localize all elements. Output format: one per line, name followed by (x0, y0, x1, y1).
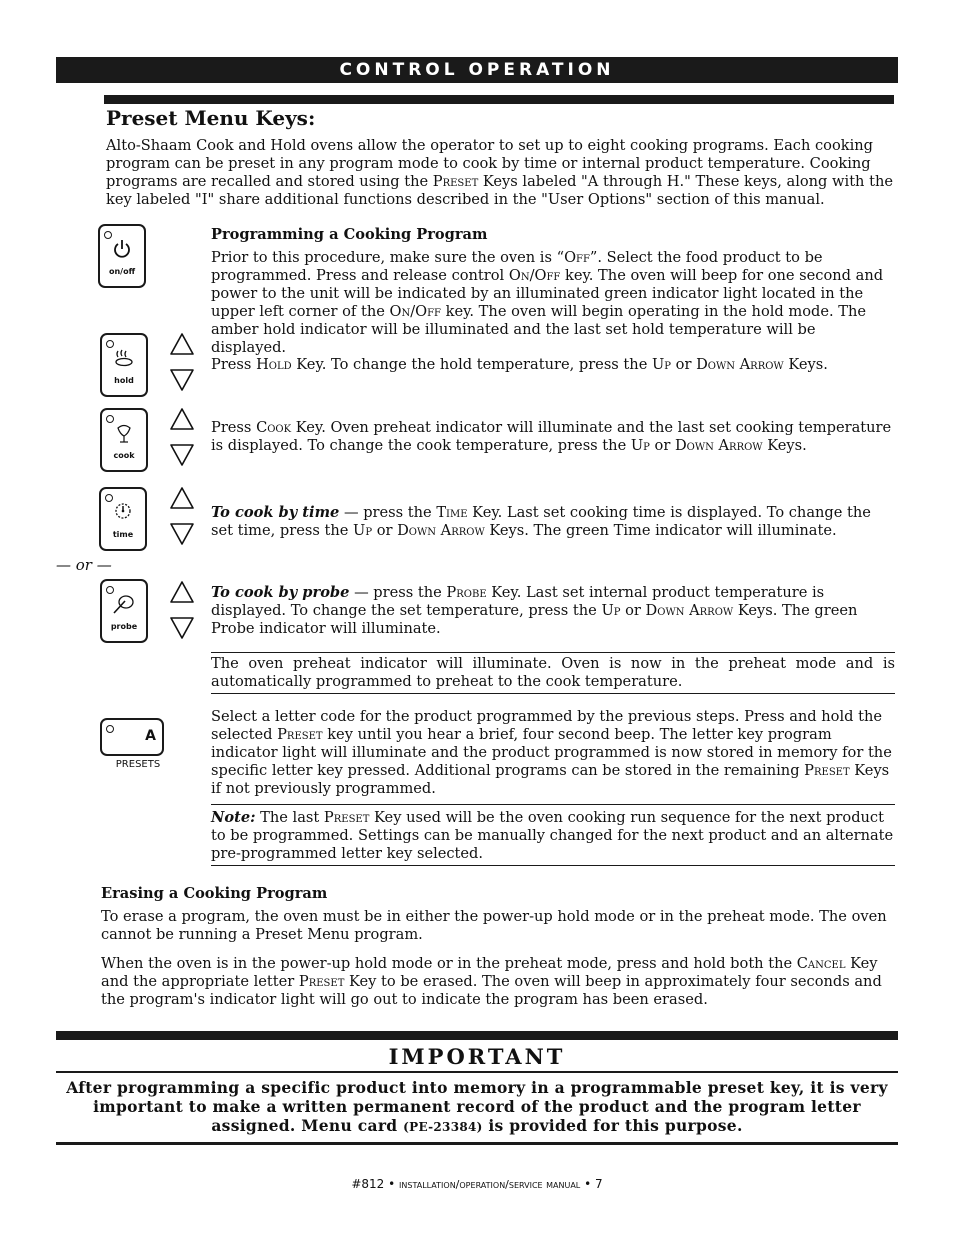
section-header-bar (56, 57, 898, 83)
preset-letter: A (145, 728, 156, 744)
important-rule (56, 1071, 898, 1073)
down-arrow-icon[interactable] (169, 443, 195, 467)
power-icon (112, 238, 132, 260)
up-arrow-icon[interactable] (169, 486, 195, 510)
cook-key[interactable] (100, 408, 148, 472)
programming-step-time: To cook by time — press the Time Key. Last set cooking time is displayed. To change the set time, press the Up or Down Arrow Keys. The green Time indicator will illuminate. (211, 504, 871, 539)
divider (211, 693, 895, 694)
title-rule (104, 95, 894, 104)
divider (211, 865, 895, 866)
time-label: time (112, 530, 134, 539)
important-text: After programming a specific product into memory in a programmable preset key, it is very important to make a written permanent record of the product and the program letter assigned. Menu card (PE-23384) is provided for this purpose. (66, 1078, 888, 1135)
hold-key[interactable] (100, 333, 148, 397)
indicator-light (106, 415, 114, 423)
probe-label: probe (110, 622, 138, 631)
intro-paragraph: Alto-Shaam Cook and Hold ovens allow the operator to set up to eight cooking programs. Each cooking program can be preset in any program mode to cook by time or internal product temperature. Cooking programs are recalled and stored using the Preset Keys labeled "A through H." These keys, along with the key labeled "I" share additional functions described in the "User Options" section of this manual. (106, 137, 893, 208)
page-footer: #812 • installation/operation/service manual • 7 (351, 1177, 603, 1191)
divider (211, 804, 895, 805)
indicator-light (105, 494, 113, 502)
on-off-key[interactable] (98, 224, 146, 288)
up-arrow-icon[interactable] (169, 580, 195, 604)
or-label: — or — (56, 556, 112, 574)
up-arrow-icon[interactable] (169, 332, 195, 356)
down-arrow-icon[interactable] (169, 616, 195, 640)
divider (211, 652, 895, 653)
page-title: Preset Menu Keys: (106, 106, 316, 130)
programming-step-hold: Press Hold Key. To change the hold temperature, press the Up or Down Arrow Keys. (211, 356, 828, 373)
important-bottom-rule (56, 1142, 898, 1145)
preheat-paragraph: The oven preheat indicator will illuminate. Oven is now in the preheat mode and is automatically programmed to preheat to the cook temperature. (211, 655, 895, 690)
header-title: CONTROL OPERATION (339, 60, 615, 80)
important-top-bar (56, 1031, 898, 1040)
programming-step-1: Prior to this procedure, make sure the oven is “Off”. Select the food product to be programmed. Press and release control On/Off key. The oven will beep for one second and power to the unit will be indicated by an illuminated green indicator light located in the upper left corner of the On/Off key. The oven will begin operating in the hold mode. The amber hold indicator will be illuminated and the last set hold temperature will be displayed. (211, 249, 884, 356)
erasing-heading: Erasing a Cooking Program (101, 885, 328, 902)
down-arrow-icon[interactable] (169, 368, 195, 392)
erasing-paragraph-2: When the oven is in the power-up hold mode or in the preheat mode, press and hold both the Cancel Key and the appropriate letter Preset Key to be erased. The oven will beep in approximately four seconds and the program's indicator light will go out to indicate the program has been erased. (101, 955, 882, 1008)
programming-step-preset: Select a letter code for the product programmed by the previous steps. Press and hold the selected Preset key until you hear a brief, four second beep. The letter key program indicator light will illuminate and the product programmed is now stored in memory for the specific letter key pressed. Additional programs can be stored in the remaining Preset Keys if not previously programmed. (211, 708, 892, 797)
probe-key[interactable] (100, 579, 148, 643)
note-paragraph: Note: The last Preset Key used will be the oven cooking run sequence for the next product to be programmed. Settings can be manually changed for the next product and an alternate pre-programmed letter key selected. (211, 809, 894, 862)
clock-icon (113, 501, 133, 521)
erasing-paragraph-1: To erase a program, the oven must be in either the power-up hold mode or in the preheat mode. The oven cannot be running a Preset Menu program. (101, 908, 887, 943)
down-arrow-icon[interactable] (169, 522, 195, 546)
programming-heading: Programming a Cooking Program (211, 226, 488, 243)
hold-icon (113, 347, 135, 369)
probe-icon (112, 593, 136, 615)
indicator-light (104, 231, 112, 239)
on-off-label: on/off (108, 267, 136, 276)
important-title: IMPORTANT (388, 1044, 566, 1069)
presets-label: PRESETS (115, 759, 161, 770)
cook-label: cook (113, 451, 135, 460)
preset-key-a[interactable] (100, 718, 164, 756)
up-arrow-icon[interactable] (169, 407, 195, 431)
hold-label: hold (114, 376, 134, 385)
programming-step-cook: Press Cook Key. Oven preheat indicator will illuminate and the last set cooking temperature is displayed. To change the cook temperature, press the Up or Down Arrow Keys. (211, 419, 892, 454)
time-key[interactable] (99, 487, 147, 551)
cook-icon (114, 422, 134, 444)
programming-step-probe: To cook by probe — press the Probe Key. Last set internal product temperature is displayed. To change the set temperature, press the Up or Down Arrow Keys. The green Probe indicator will illuminate. (211, 584, 858, 637)
